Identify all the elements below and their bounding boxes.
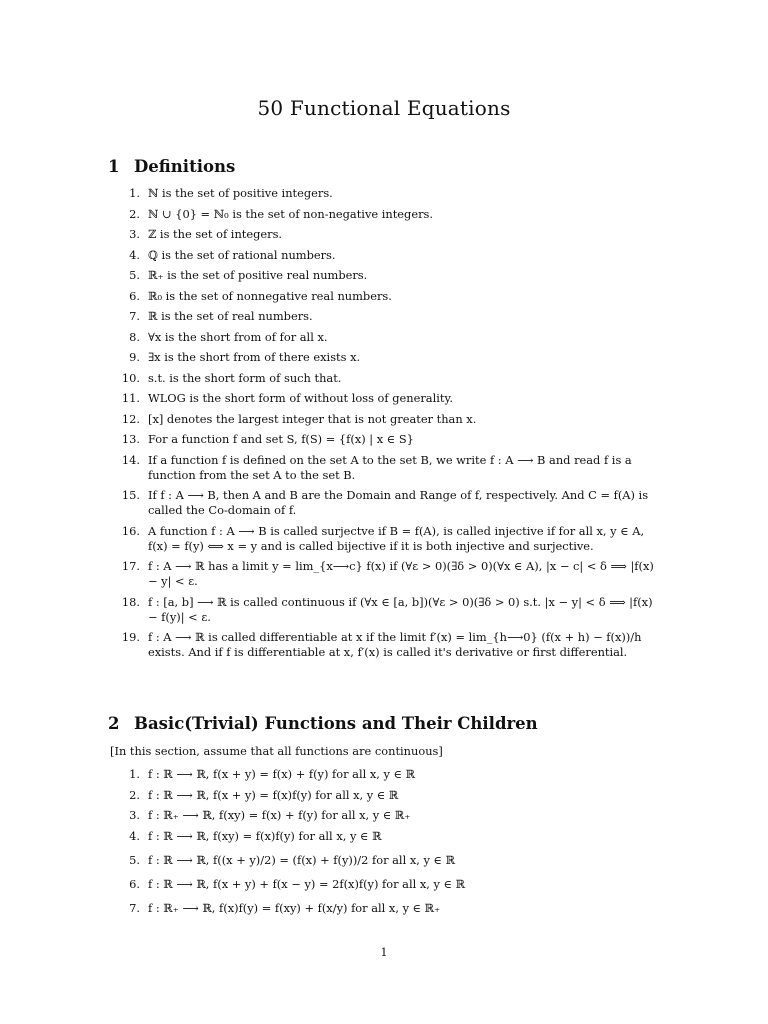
item-number: 14. (121, 452, 140, 467)
item-number: 7. (129, 309, 140, 323)
item-number: 4. (129, 828, 140, 843)
item-text: ℝ is the set of real numbers. (148, 309, 313, 323)
item-text: f : ℝ ⟶ ℝ, f(xy) = f(x)f(y) for all x, y ∈ ℝ (148, 828, 382, 843)
item-number: 3. (129, 808, 140, 822)
list-item (108, 877, 664, 892)
item-text: ∃x is the short from of there exists x. (148, 350, 361, 364)
item-number: 2. (129, 787, 140, 802)
document-title: 50 Functional Equations (257, 96, 511, 120)
item-text: ℚ is the set of rational numbers. (148, 247, 336, 262)
list-item (108, 630, 664, 660)
list-item (108, 559, 664, 589)
list-item (108, 829, 664, 844)
list-item (108, 808, 664, 823)
item-number: 4. (129, 247, 140, 262)
list-item (108, 227, 664, 242)
list-item (108, 524, 664, 554)
definitions-list (108, 186, 664, 666)
item-text: [x] denotes the largest integer that is not greater than x. (148, 411, 477, 426)
item-number: 13. (121, 432, 140, 446)
list-item (108, 248, 664, 263)
item-number: 3. (129, 227, 140, 241)
item-text: s.t. is the short form of such that. (148, 370, 342, 385)
section-number: 2 (108, 714, 120, 733)
list-item (108, 767, 664, 782)
item-number: 5. (129, 852, 140, 867)
page-number: 1 (380, 946, 388, 959)
item-number: 11. (121, 391, 140, 405)
item-text: For a function f and set S, f(S) = {f(x) | x ∈ S} (148, 432, 414, 446)
list-item (108, 788, 664, 803)
item-text: f : [a, b] ⟶ ℝ is called continuous if (∀x ∈ [a, b])(∀ε > 0)(∃δ > 0) s.t. |x − y| < δ ⟹ |f(x) − f(y)| < ε. (148, 594, 653, 624)
item-text: ∀x is the short from of for all x. (148, 329, 328, 344)
list-item (108, 432, 664, 447)
list-item (108, 371, 664, 386)
list-item (108, 330, 664, 345)
item-text: ℕ ∪ {0} = ℕ₀ is the set of non-negative integers. (148, 206, 433, 221)
item-number: 6. (129, 876, 140, 891)
list-item (108, 186, 664, 201)
section-title: Definitions (134, 157, 236, 176)
item-text: f : A ⟶ ℝ is called differentiable at x if the limit f′(x) = lim_{h⟶0} (f(x + h) − f(x))/h exists. And if f is differentiable at x, f′(x) is called it's derivative or first differential. (148, 630, 642, 659)
section-title: Basic(Trivial) Functions and Their Children (134, 714, 538, 733)
item-text: ℕ is the set of positive integers. (148, 186, 333, 200)
item-number: 7. (129, 900, 140, 915)
list-item (108, 391, 664, 406)
item-number: 6. (129, 288, 140, 303)
item-text: WLOG is the short form of without loss of generality. (148, 391, 453, 405)
item-number: 17. (121, 559, 140, 573)
list-item (108, 350, 664, 365)
item-number: 16. (121, 523, 140, 538)
item-text: f : ℝ ⟶ ℝ, f(x + y) = f(x)f(y) for all x, y ∈ ℝ (148, 787, 399, 802)
item-text: f : ℝ ⟶ ℝ, f(x + y) + f(x − y) = 2f(x)f(y) for all x, y ∈ ℝ (148, 876, 466, 891)
item-number: 8. (129, 329, 140, 344)
list-item (108, 289, 664, 304)
list-item (108, 412, 664, 427)
list-item (108, 595, 664, 625)
functional-equations-list (108, 767, 664, 921)
section-note: [In this section, assume that all functions are continuous] (110, 744, 443, 758)
item-text: ℝ₀ is the set of nonnegative real numbers. (148, 288, 392, 303)
list-item (108, 901, 664, 916)
item-number: 18. (121, 594, 140, 609)
item-number: 10. (121, 370, 140, 385)
list-item (108, 853, 664, 868)
item-number: 1. (129, 767, 140, 781)
item-text: f : ℝ ⟶ ℝ, f((x + y)/2) = (f(x) + f(y))/2 for all x, y ∈ ℝ (148, 852, 456, 867)
item-text: f : A ⟶ ℝ has a limit y = lim_{x⟶c} f(x) if (∀ε > 0)(∃δ > 0)(∀x ∈ A), |x − c| < δ ⟹ |f(x) − y| < ε. (148, 559, 654, 588)
item-number: 15. (121, 488, 140, 502)
section-heading-definitions (108, 157, 235, 176)
item-text: f : ℝ₊ ⟶ ℝ, f(x)f(y) = f(xy) + f(x/y) for all x, y ∈ ℝ₊ (148, 900, 441, 915)
item-number: 19. (121, 630, 140, 644)
list-item (108, 207, 664, 222)
list-item (108, 268, 664, 283)
item-text: f : ℝ ⟶ ℝ, f(x + y) = f(x) + f(y) for all x, y ∈ ℝ (148, 767, 416, 781)
list-item (108, 453, 664, 483)
item-number: 12. (121, 411, 140, 426)
item-text: ℤ is the set of integers. (148, 227, 283, 241)
item-text: A function f : A ⟶ B is called surjectve if B = f(A), is called injective if for all x, y ∈ A, f(x) = f(y) ⟺ x = y and is called bijective if it is both injective and surjective. (148, 523, 645, 553)
section-heading-basic-functions (108, 714, 538, 733)
item-number: 5. (129, 268, 140, 282)
item-text: If f : A ⟶ B, then A and B are the Domain and Range of f, respectively. And C = f(A) is called the Co-domain of f. (148, 488, 649, 517)
item-number: 9. (129, 350, 140, 364)
section-number: 1 (108, 157, 120, 176)
item-number: 1. (129, 186, 140, 200)
item-number: 2. (129, 206, 140, 221)
item-text: If a function f is defined on the set A to the set B, we write f : A ⟶ B and read f is a function from the set A to the set B. (148, 452, 632, 482)
item-text: f : ℝ₊ ⟶ ℝ, f(xy) = f(x) + f(y) for all x, y ∈ ℝ₊ (148, 808, 411, 822)
list-item (108, 309, 664, 324)
list-item (108, 488, 664, 518)
item-text: ℝ₊ is the set of positive real numbers. (148, 268, 368, 282)
